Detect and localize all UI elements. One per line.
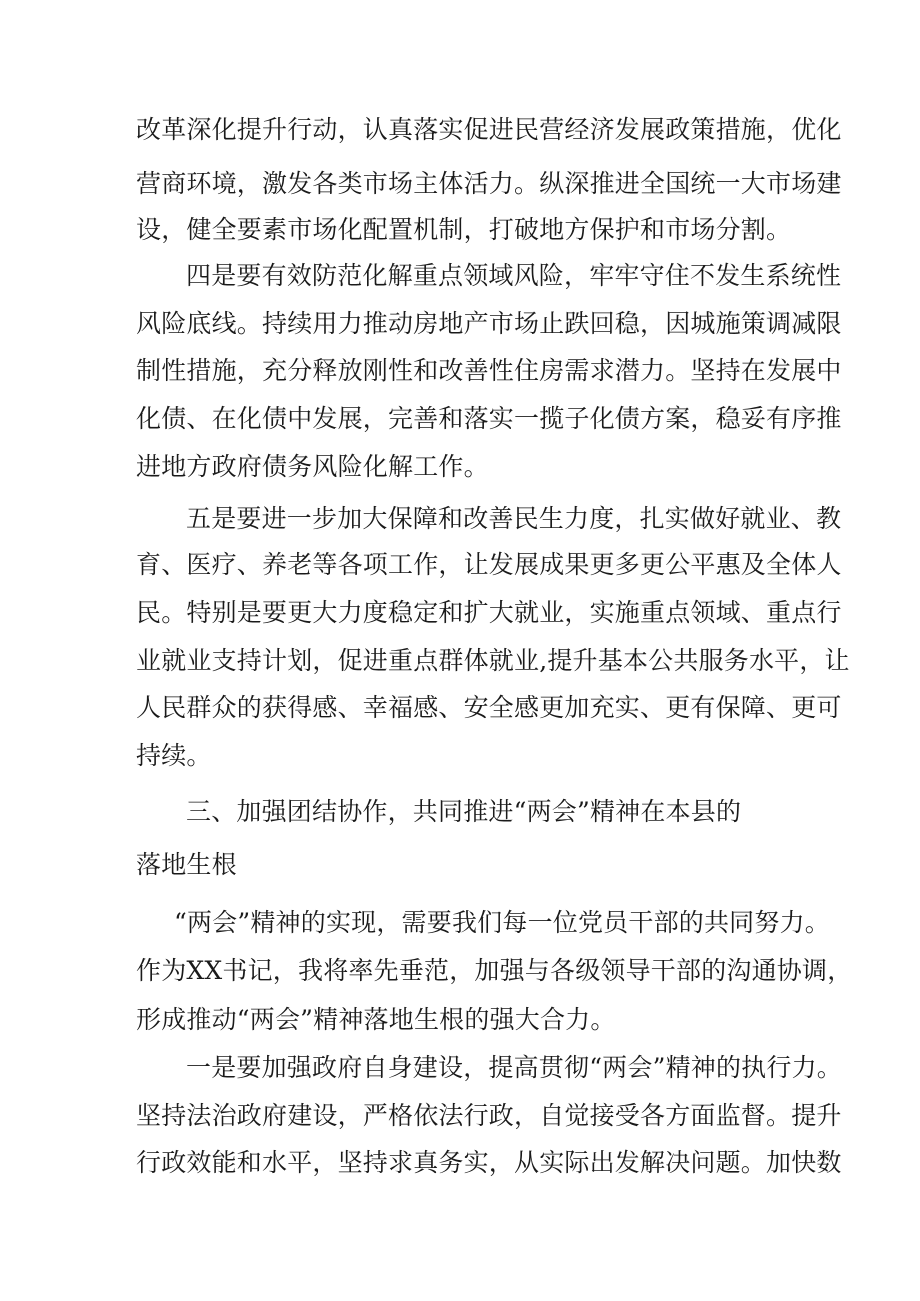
text-line: 业就业支持计划，促进重点群体就业,提升基本公共服务水平，让 xyxy=(136,646,850,675)
text-line: 作为XX书记，我将率先垂范，加强与各级领导干部的沟通协调， xyxy=(136,956,853,985)
text-line: 营商环境，激发各类市场主体活力。纵深推进全国统一大市场建 xyxy=(136,169,842,198)
text-line: 设，健全要素市场化配置机制，打破地方保护和市场分割。 xyxy=(136,215,792,244)
paragraph-start-line: “两会”精神的实现，需要我们每一位党员干部的共同努力。 xyxy=(174,908,830,937)
text-line: 人民群众的获得感、幸福感、安全感更加充实、更有保障、更可 xyxy=(136,693,842,722)
text-line: 坚持法治政府建设，严格依法行政，自觉接受各方面监督。提升 xyxy=(136,1101,842,1130)
text-line: 改革深化提升行动，认真落实促进民营经济发展政策措施，优化 xyxy=(136,115,842,144)
text-line: 行政效能和水平，坚持求真务实，从实际出发解决问题。加快数 xyxy=(136,1148,842,1177)
text-line: 风险底线。持续用力推动房地产市场止跌回稳，因城施策调减限 xyxy=(136,309,842,338)
text-line: 制性措施，充分释放刚性和改善性住房需求潜力。坚持在发展中 xyxy=(136,356,842,385)
text-line: 化债、在化债中发展，完善和落实一揽子化债方案，稳妥有序推 xyxy=(136,404,842,433)
text-line: 育、医疗、养老等各项工作，让发展成果更多更公平惠及全体人 xyxy=(136,550,842,579)
text-line: 形成推动“两会”精神落地生根的强大合力。 xyxy=(136,1005,616,1034)
section-heading-continuation: 落地生根 xyxy=(136,850,237,879)
text-line: 持续。 xyxy=(136,741,212,770)
paragraph-start-line: 四是要有效防范化解重点领域风险，牢牢守住不发生系统性 xyxy=(186,261,842,290)
paragraph-start-line: 五是要进一步加大保障和改善民生力度，扎实做好就业、教 xyxy=(186,504,842,533)
text-line: 民。特别是要更大力度稳定和扩大就业，实施重点领域、重点行 xyxy=(136,598,842,627)
section-heading: 三、加强团结协作，共同推进“两会”精神在本县的 xyxy=(186,797,742,826)
paragraph-start-line: 一是要加强政府自身建设，提高贯彻“两会”精神的执行力。 xyxy=(186,1053,842,1082)
text-line: 进地方政府债务风险化解工作。 xyxy=(136,452,489,481)
